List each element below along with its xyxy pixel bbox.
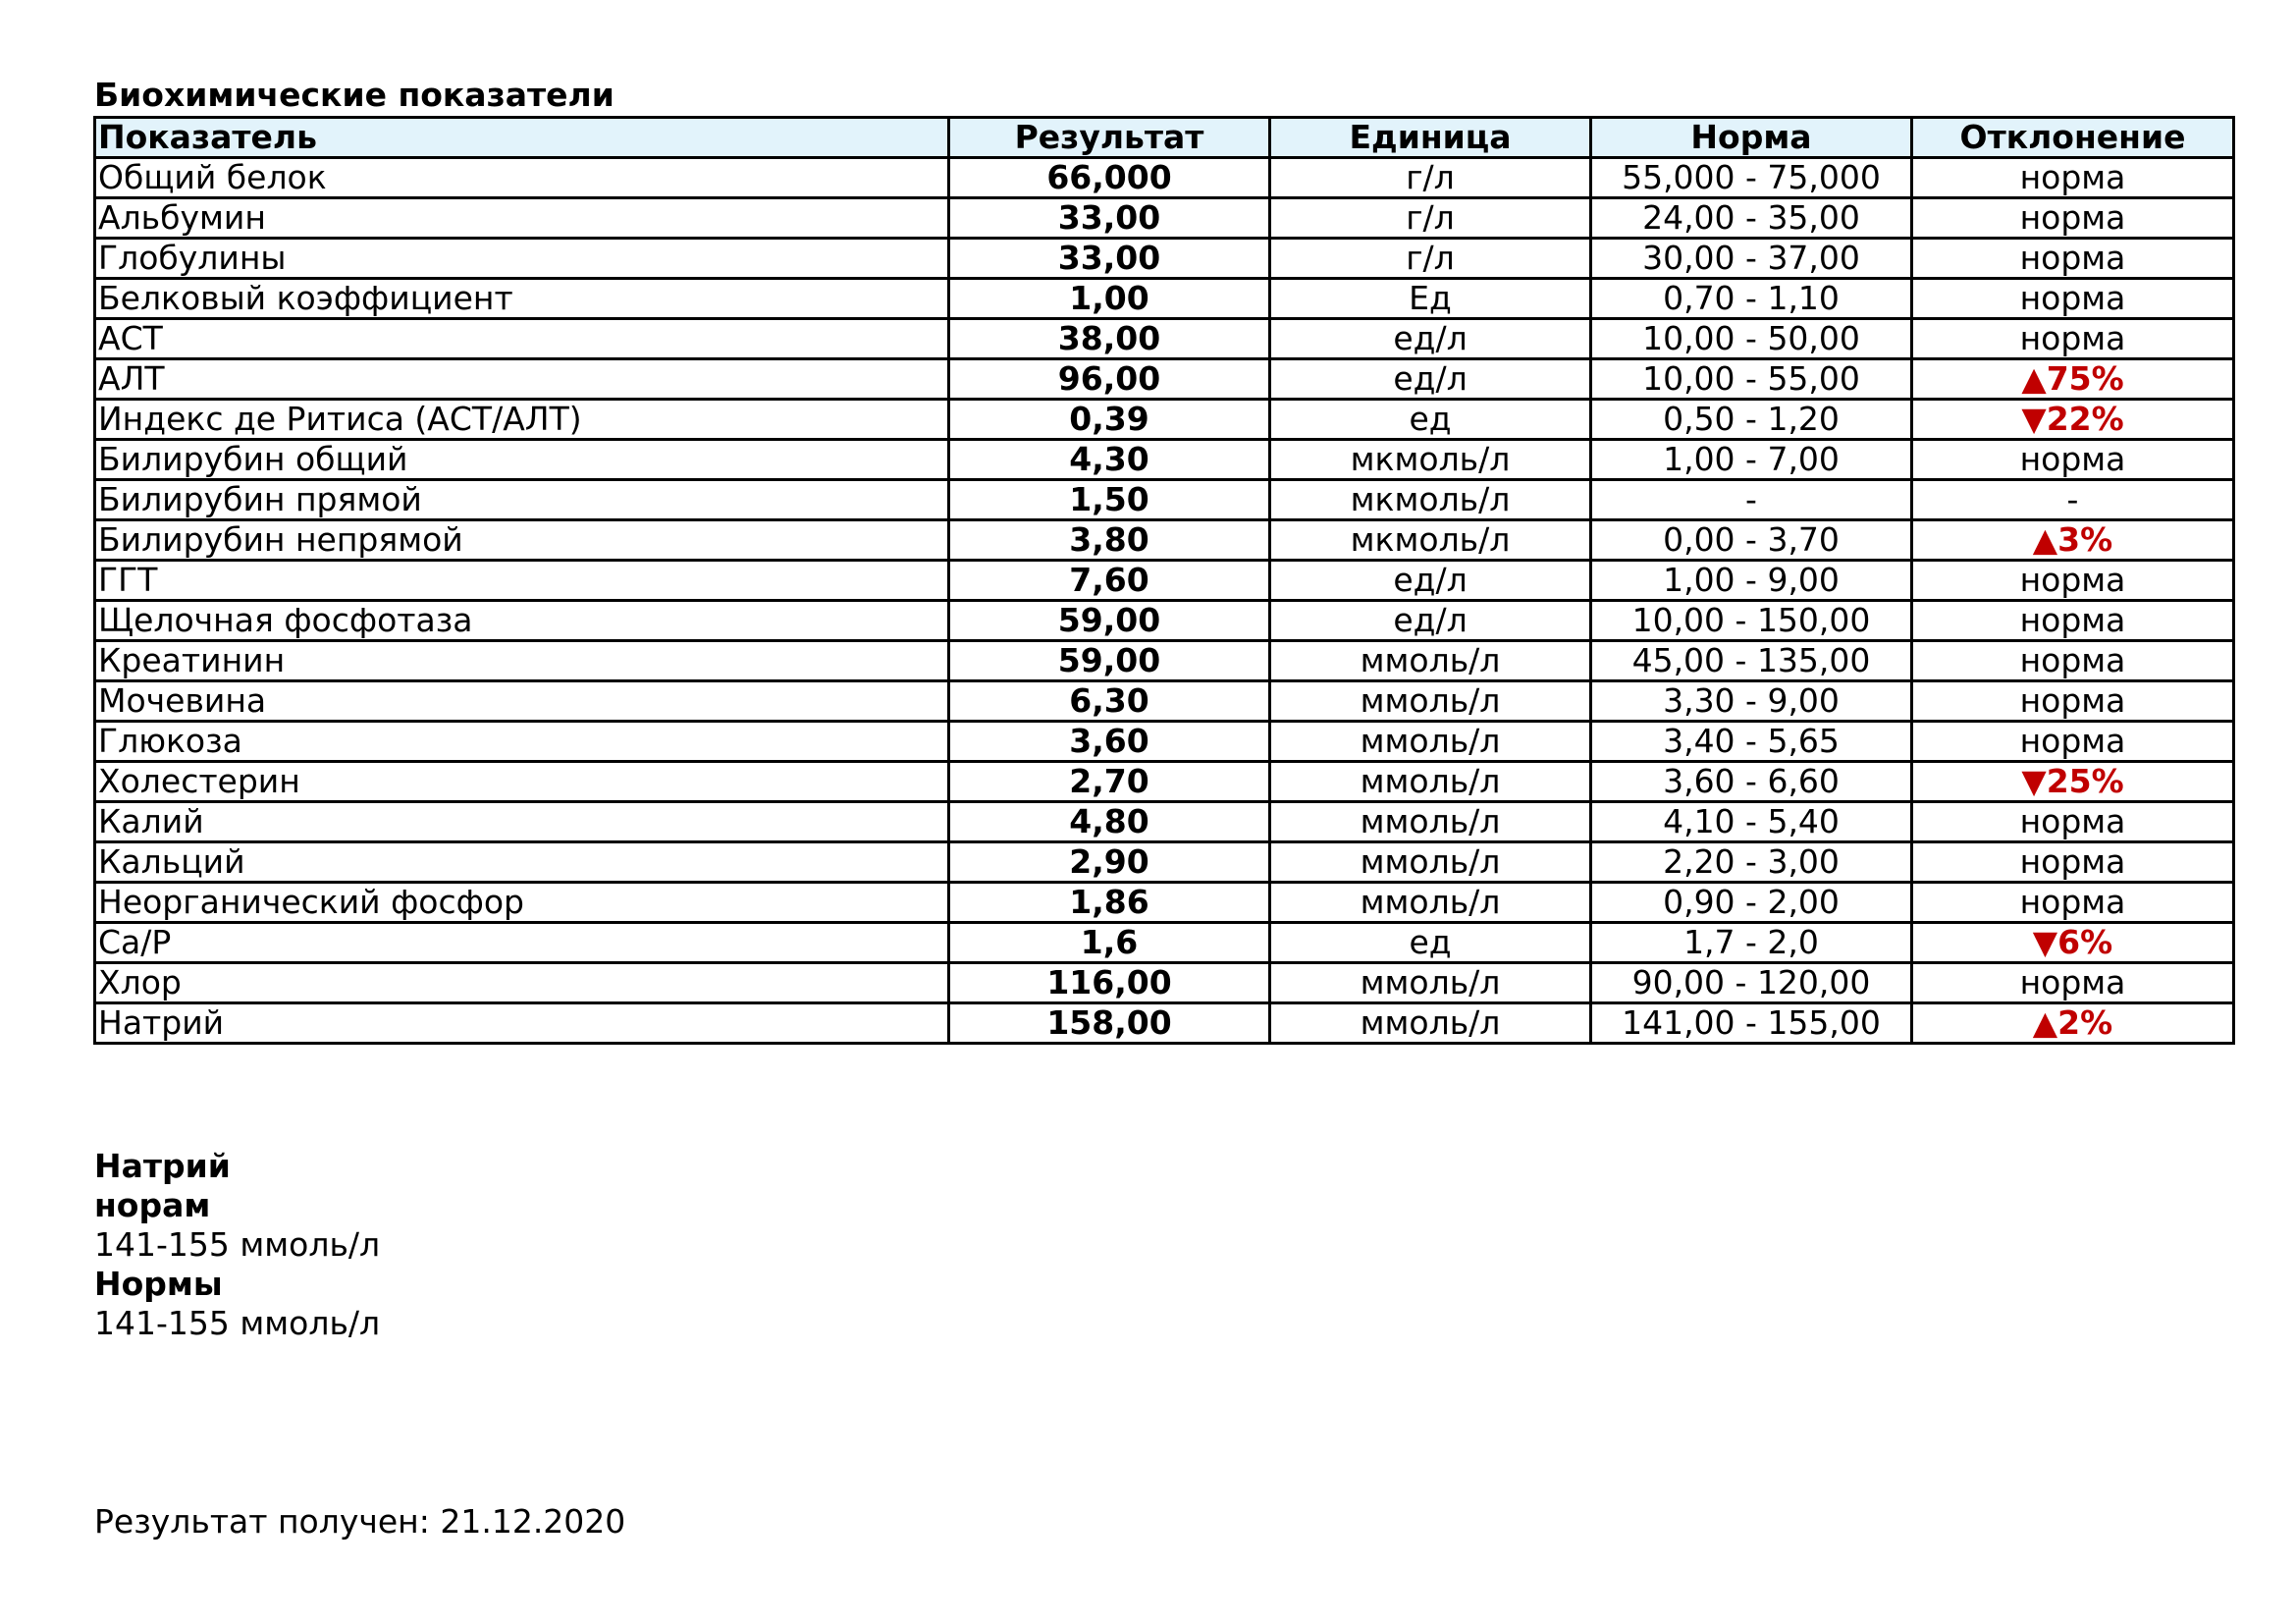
cell-deviation: норма xyxy=(1912,722,2234,762)
cell-name: АСТ xyxy=(95,319,949,359)
cell-name: Кальций xyxy=(95,842,949,883)
note-line: 141-155 ммоль/л xyxy=(94,1225,381,1264)
cell-result: 158,00 xyxy=(949,1003,1270,1044)
cell-result: 1,86 xyxy=(949,883,1270,923)
cell-norm: 10,00 - 55,00 xyxy=(1591,359,1912,400)
table-row xyxy=(95,520,2234,561)
cell-deviation: норма xyxy=(1912,883,2234,923)
cell-unit: ммоль/л xyxy=(1270,963,1591,1003)
cell-norm: 55,000 - 75,000 xyxy=(1591,158,1912,198)
table-row xyxy=(95,158,2234,198)
cell-deviation: ▼6% xyxy=(1912,923,2234,963)
cell-unit: ммоль/л xyxy=(1270,802,1591,842)
cell-result: 2,90 xyxy=(949,842,1270,883)
cell-result: 116,00 xyxy=(949,963,1270,1003)
cell-unit: ммоль/л xyxy=(1270,883,1591,923)
header-name: Показатель xyxy=(95,118,949,158)
result-received-date: Результат получен: 21.12.2020 xyxy=(94,1502,626,1541)
cell-norm: 30,00 - 37,00 xyxy=(1591,239,1912,279)
cell-result: 2,70 xyxy=(949,762,1270,802)
cell-norm: 3,60 - 6,60 xyxy=(1591,762,1912,802)
table-row xyxy=(95,923,2234,963)
cell-name: Билирубин прямой xyxy=(95,480,949,520)
cell-result: 0,39 xyxy=(949,400,1270,440)
cell-deviation: норма xyxy=(1912,802,2234,842)
cell-unit: ммоль/л xyxy=(1270,762,1591,802)
table-row xyxy=(95,842,2234,883)
cell-result: 3,60 xyxy=(949,722,1270,762)
cell-result: 1,00 xyxy=(949,279,1270,319)
cell-result: 7,60 xyxy=(949,561,1270,601)
cell-norm: 10,00 - 50,00 xyxy=(1591,319,1912,359)
cell-result: 3,80 xyxy=(949,520,1270,561)
cell-name: ГГТ xyxy=(95,561,949,601)
cell-norm: 0,50 - 1,20 xyxy=(1591,400,1912,440)
cell-deviation: норма xyxy=(1912,440,2234,480)
cell-norm: 0,90 - 2,00 xyxy=(1591,883,1912,923)
cell-unit: ед xyxy=(1270,400,1591,440)
header-norm: Норма xyxy=(1591,118,1912,158)
table-row xyxy=(95,722,2234,762)
cell-deviation: норма xyxy=(1912,963,2234,1003)
cell-unit: ед/л xyxy=(1270,601,1591,641)
cell-result: 66,000 xyxy=(949,158,1270,198)
results-body xyxy=(95,158,2234,1044)
cell-unit: мкмоль/л xyxy=(1270,440,1591,480)
cell-norm: 45,00 - 135,00 xyxy=(1591,641,1912,681)
cell-name: Щелочная фосфотаза xyxy=(95,601,949,641)
sodium-note xyxy=(94,1147,380,1343)
cell-unit: мкмоль/л xyxy=(1270,480,1591,520)
cell-unit: ед/л xyxy=(1270,561,1591,601)
cell-name: Общий белок xyxy=(95,158,949,198)
note-line: Натрий xyxy=(94,1147,231,1185)
cell-deviation: ▼22% xyxy=(1912,400,2234,440)
cell-unit: г/л xyxy=(1270,198,1591,239)
cell-deviation: норма xyxy=(1912,842,2234,883)
table-row xyxy=(95,279,2234,319)
cell-name: Хлор xyxy=(95,963,949,1003)
results-table xyxy=(93,116,2235,1045)
table-row xyxy=(95,883,2234,923)
table-row xyxy=(95,963,2234,1003)
cell-unit: ммоль/л xyxy=(1270,1003,1591,1044)
cell-norm: 1,7 - 2,0 xyxy=(1591,923,1912,963)
table-row xyxy=(95,440,2234,480)
cell-unit: ед/л xyxy=(1270,359,1591,400)
cell-deviation: - xyxy=(1912,480,2234,520)
cell-norm: 2,20 - 3,00 xyxy=(1591,842,1912,883)
cell-unit: Ед xyxy=(1270,279,1591,319)
cell-result: 6,30 xyxy=(949,681,1270,722)
cell-name: Калий xyxy=(95,802,949,842)
cell-norm: 0,00 - 3,70 xyxy=(1591,520,1912,561)
cell-norm: 4,10 - 5,40 xyxy=(1591,802,1912,842)
cell-unit: мкмоль/л xyxy=(1270,520,1591,561)
cell-result: 33,00 xyxy=(949,198,1270,239)
cell-unit: г/л xyxy=(1270,158,1591,198)
table-header-row xyxy=(95,118,2234,158)
cell-deviation: норма xyxy=(1912,561,2234,601)
cell-deviation: норма xyxy=(1912,641,2234,681)
cell-norm: 1,00 - 7,00 xyxy=(1591,440,1912,480)
cell-unit: ммоль/л xyxy=(1270,842,1591,883)
cell-norm: - xyxy=(1591,480,1912,520)
cell-result: 1,50 xyxy=(949,480,1270,520)
table-row xyxy=(95,239,2234,279)
cell-norm: 3,30 - 9,00 xyxy=(1591,681,1912,722)
table-row xyxy=(95,681,2234,722)
cell-deviation: норма xyxy=(1912,601,2234,641)
cell-name: Креатинин xyxy=(95,641,949,681)
cell-result: 96,00 xyxy=(949,359,1270,400)
cell-name: Индекс де Ритиса (АСТ/АЛТ) xyxy=(95,400,949,440)
cell-norm: 90,00 - 120,00 xyxy=(1591,963,1912,1003)
table-row xyxy=(95,601,2234,641)
cell-norm: 10,00 - 150,00 xyxy=(1591,601,1912,641)
cell-result: 59,00 xyxy=(949,601,1270,641)
table-row xyxy=(95,641,2234,681)
cell-deviation: норма xyxy=(1912,681,2234,722)
header-unit: Единица xyxy=(1270,118,1591,158)
cell-name: Альбумин xyxy=(95,198,949,239)
table-row xyxy=(95,1003,2234,1044)
cell-unit: ммоль/л xyxy=(1270,641,1591,681)
cell-result: 4,80 xyxy=(949,802,1270,842)
cell-deviation: ▲75% xyxy=(1912,359,2234,400)
cell-unit: г/л xyxy=(1270,239,1591,279)
note-line: Нормы xyxy=(94,1265,223,1303)
cell-deviation: норма xyxy=(1912,319,2234,359)
cell-deviation: ▲2% xyxy=(1912,1003,2234,1044)
table-row xyxy=(95,319,2234,359)
header-result: Результат xyxy=(949,118,1270,158)
cell-deviation: ▲3% xyxy=(1912,520,2234,561)
document-title: Биохимические показатели xyxy=(94,76,614,114)
cell-name: Натрий xyxy=(95,1003,949,1044)
table-row xyxy=(95,561,2234,601)
cell-result: 1,6 xyxy=(949,923,1270,963)
cell-unit: ед/л xyxy=(1270,319,1591,359)
cell-deviation: ▼25% xyxy=(1912,762,2234,802)
table-row xyxy=(95,359,2234,400)
cell-name: Белковый коэффициент xyxy=(95,279,949,319)
cell-result: 4,30 xyxy=(949,440,1270,480)
cell-name: Билирубин непрямой xyxy=(95,520,949,561)
cell-name: Билирубин общий xyxy=(95,440,949,480)
cell-name: Глобулины xyxy=(95,239,949,279)
cell-deviation: норма xyxy=(1912,279,2234,319)
cell-norm: 24,00 - 35,00 xyxy=(1591,198,1912,239)
cell-name: Са/Р xyxy=(95,923,949,963)
table-row xyxy=(95,762,2234,802)
cell-name: Глюкоза xyxy=(95,722,949,762)
cell-deviation: норма xyxy=(1912,239,2234,279)
cell-name: Неорганический фосфор xyxy=(95,883,949,923)
cell-unit: ед xyxy=(1270,923,1591,963)
cell-deviation: норма xyxy=(1912,158,2234,198)
cell-norm: 3,40 - 5,65 xyxy=(1591,722,1912,762)
cell-result: 59,00 xyxy=(949,641,1270,681)
cell-unit: ммоль/л xyxy=(1270,681,1591,722)
header-deviation: Отклонение xyxy=(1912,118,2234,158)
table-row xyxy=(95,400,2234,440)
cell-name: Холестерин xyxy=(95,762,949,802)
cell-unit: ммоль/л xyxy=(1270,722,1591,762)
cell-result: 33,00 xyxy=(949,239,1270,279)
table-row xyxy=(95,802,2234,842)
cell-name: АЛТ xyxy=(95,359,949,400)
cell-norm: 0,70 - 1,10 xyxy=(1591,279,1912,319)
cell-name: Мочевина xyxy=(95,681,949,722)
cell-norm: 141,00 - 155,00 xyxy=(1591,1003,1912,1044)
table-row xyxy=(95,480,2234,520)
cell-norm: 1,00 - 9,00 xyxy=(1591,561,1912,601)
cell-result: 38,00 xyxy=(949,319,1270,359)
table-row xyxy=(95,198,2234,239)
note-line: 141-155 ммоль/л xyxy=(94,1304,381,1342)
note-line: норам xyxy=(94,1186,211,1224)
cell-deviation: норма xyxy=(1912,198,2234,239)
